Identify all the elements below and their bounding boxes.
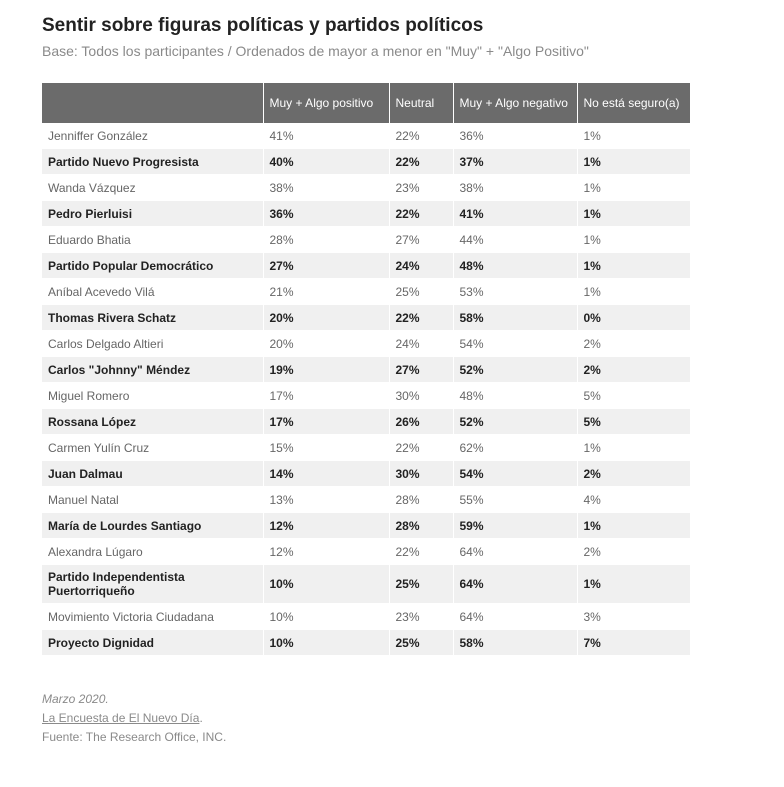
table-row xyxy=(42,123,690,149)
table-row xyxy=(42,604,690,630)
cell-negative: 54% xyxy=(453,331,577,357)
cell-neutral: 28% xyxy=(389,513,453,539)
cell-neutral: 22% xyxy=(389,123,453,149)
cell-unsure: 1% xyxy=(577,279,690,305)
cell-name: Juan Dalmau xyxy=(42,461,263,487)
table-row xyxy=(42,279,690,305)
cell-neutral: 26% xyxy=(389,409,453,435)
cell-neutral: 28% xyxy=(389,487,453,513)
table-row xyxy=(42,357,690,383)
table-row xyxy=(42,253,690,279)
cell-negative: 37% xyxy=(453,149,577,175)
table-row xyxy=(42,149,690,175)
table-row xyxy=(42,383,690,409)
cell-positive: 20% xyxy=(263,331,389,357)
cell-neutral: 22% xyxy=(389,149,453,175)
cell-positive: 28% xyxy=(263,227,389,253)
cell-neutral: 24% xyxy=(389,253,453,279)
cell-neutral: 27% xyxy=(389,357,453,383)
cell-neutral: 22% xyxy=(389,305,453,331)
cell-neutral: 30% xyxy=(389,383,453,409)
cell-name: Manuel Natal xyxy=(42,487,263,513)
cell-unsure: 1% xyxy=(577,123,690,149)
cell-name: Carlos Delgado Altieri xyxy=(42,331,263,357)
cell-negative: 64% xyxy=(453,565,577,604)
cell-negative: 58% xyxy=(453,305,577,331)
footer-link-suffix: . xyxy=(199,711,203,725)
cell-positive: 12% xyxy=(263,539,389,565)
cell-unsure: 1% xyxy=(577,435,690,461)
cell-positive: 20% xyxy=(263,305,389,331)
cell-neutral: 25% xyxy=(389,279,453,305)
cell-name: Aníbal Acevedo Vilá xyxy=(42,279,263,305)
cell-unsure: 1% xyxy=(577,227,690,253)
cell-unsure: 1% xyxy=(577,201,690,227)
chart-container xyxy=(42,14,732,747)
cell-negative: 62% xyxy=(453,435,577,461)
cell-positive: 15% xyxy=(263,435,389,461)
cell-positive: 10% xyxy=(263,565,389,604)
cell-negative: 48% xyxy=(453,253,577,279)
cell-neutral: 23% xyxy=(389,175,453,201)
cell-name: Rossana López xyxy=(42,409,263,435)
table-row xyxy=(42,175,690,201)
cell-unsure: 1% xyxy=(577,253,690,279)
cell-name: Proyecto Dignidad xyxy=(42,630,263,656)
cell-unsure: 7% xyxy=(577,630,690,656)
cell-name: Wanda Vázquez xyxy=(42,175,263,201)
cell-positive: 17% xyxy=(263,409,389,435)
cell-name: Thomas Rivera Schatz xyxy=(42,305,263,331)
table-row xyxy=(42,565,690,604)
cell-unsure: 1% xyxy=(577,513,690,539)
cell-neutral: 22% xyxy=(389,435,453,461)
cell-neutral: 27% xyxy=(389,227,453,253)
cell-positive: 12% xyxy=(263,513,389,539)
cell-name: Carmen Yulín Cruz xyxy=(42,435,263,461)
cell-positive: 19% xyxy=(263,357,389,383)
cell-positive: 17% xyxy=(263,383,389,409)
cell-negative: 53% xyxy=(453,279,577,305)
cell-negative: 52% xyxy=(453,409,577,435)
table-row xyxy=(42,305,690,331)
cell-unsure: 5% xyxy=(577,383,690,409)
cell-name: Carlos "Johnny" Méndez xyxy=(42,357,263,383)
cell-positive: 13% xyxy=(263,487,389,513)
table-body xyxy=(42,123,690,656)
cell-positive: 40% xyxy=(263,149,389,175)
cell-positive: 10% xyxy=(263,604,389,630)
cell-negative: 48% xyxy=(453,383,577,409)
cell-neutral: 22% xyxy=(389,201,453,227)
survey-link[interactable]: La Encuesta de El Nuevo Día xyxy=(42,711,200,725)
table-row xyxy=(42,435,690,461)
cell-neutral: 22% xyxy=(389,539,453,565)
cell-positive: 36% xyxy=(263,201,389,227)
cell-neutral: 25% xyxy=(389,630,453,656)
cell-positive: 14% xyxy=(263,461,389,487)
table-row xyxy=(42,630,690,656)
cell-positive: 41% xyxy=(263,123,389,149)
table-row xyxy=(42,227,690,253)
cell-name: Miguel Romero xyxy=(42,383,263,409)
footer xyxy=(42,690,732,747)
cell-unsure: 1% xyxy=(577,149,690,175)
table-row xyxy=(42,331,690,357)
header-cell-positive: Muy + Algo positivo xyxy=(263,83,389,123)
cell-unsure: 2% xyxy=(577,357,690,383)
cell-unsure: 2% xyxy=(577,539,690,565)
cell-name: Alexandra Lúgaro xyxy=(42,539,263,565)
footer-source: Fuente: The Research Office, INC. xyxy=(42,730,227,744)
cell-neutral: 23% xyxy=(389,604,453,630)
header-cell-neutral: Neutral xyxy=(389,83,453,123)
cell-positive: 10% xyxy=(263,630,389,656)
table-row xyxy=(42,461,690,487)
cell-unsure: 1% xyxy=(577,565,690,604)
cell-name: Eduardo Bhatia xyxy=(42,227,263,253)
cell-negative: 54% xyxy=(453,461,577,487)
cell-negative: 58% xyxy=(453,630,577,656)
cell-positive: 27% xyxy=(263,253,389,279)
cell-negative: 55% xyxy=(453,487,577,513)
chart-subtitle: Base: Todos los participantes / Ordenados de mayor a menor en "Muy" + "Algo Positivo" xyxy=(42,43,589,59)
cell-name: Partido Nuevo Progresista xyxy=(42,149,263,175)
cell-name: Movimiento Victoria Ciudadana xyxy=(42,604,263,630)
cell-negative: 59% xyxy=(453,513,577,539)
cell-unsure: 2% xyxy=(577,461,690,487)
data-table xyxy=(42,83,690,656)
cell-unsure: 3% xyxy=(577,604,690,630)
cell-name: Pedro Pierluisi xyxy=(42,201,263,227)
cell-unsure: 5% xyxy=(577,409,690,435)
header-cell-unsure: No está seguro(a) xyxy=(577,83,690,123)
cell-negative: 36% xyxy=(453,123,577,149)
header-cell-name xyxy=(42,83,263,123)
header-row xyxy=(42,83,690,123)
header-cell-negative: Muy + Algo negativo xyxy=(453,83,577,123)
cell-neutral: 25% xyxy=(389,565,453,604)
cell-name: María de Lourdes Santiago xyxy=(42,513,263,539)
footer-source-line xyxy=(42,709,732,728)
cell-negative: 38% xyxy=(453,175,577,201)
cell-unsure: 2% xyxy=(577,331,690,357)
chart-title: Sentir sobre figuras políticas y partidos políticos xyxy=(42,15,484,36)
cell-positive: 38% xyxy=(263,175,389,201)
table-row xyxy=(42,513,690,539)
cell-positive: 21% xyxy=(263,279,389,305)
footer-date: Marzo 2020. xyxy=(42,692,109,706)
cell-unsure: 4% xyxy=(577,487,690,513)
table-header xyxy=(42,83,690,123)
cell-name: Jenniffer González xyxy=(42,123,263,149)
cell-neutral: 24% xyxy=(389,331,453,357)
cell-negative: 52% xyxy=(453,357,577,383)
table-row xyxy=(42,201,690,227)
cell-unsure: 0% xyxy=(577,305,690,331)
cell-name: Partido Independentista Puertorriqueño xyxy=(42,565,263,604)
table-row xyxy=(42,487,690,513)
cell-neutral: 30% xyxy=(389,461,453,487)
cell-negative: 64% xyxy=(453,604,577,630)
table-row xyxy=(42,409,690,435)
table-row xyxy=(42,539,690,565)
cell-name: Partido Popular Democrático xyxy=(42,253,263,279)
cell-unsure: 1% xyxy=(577,175,690,201)
cell-negative: 44% xyxy=(453,227,577,253)
cell-negative: 64% xyxy=(453,539,577,565)
cell-negative: 41% xyxy=(453,201,577,227)
